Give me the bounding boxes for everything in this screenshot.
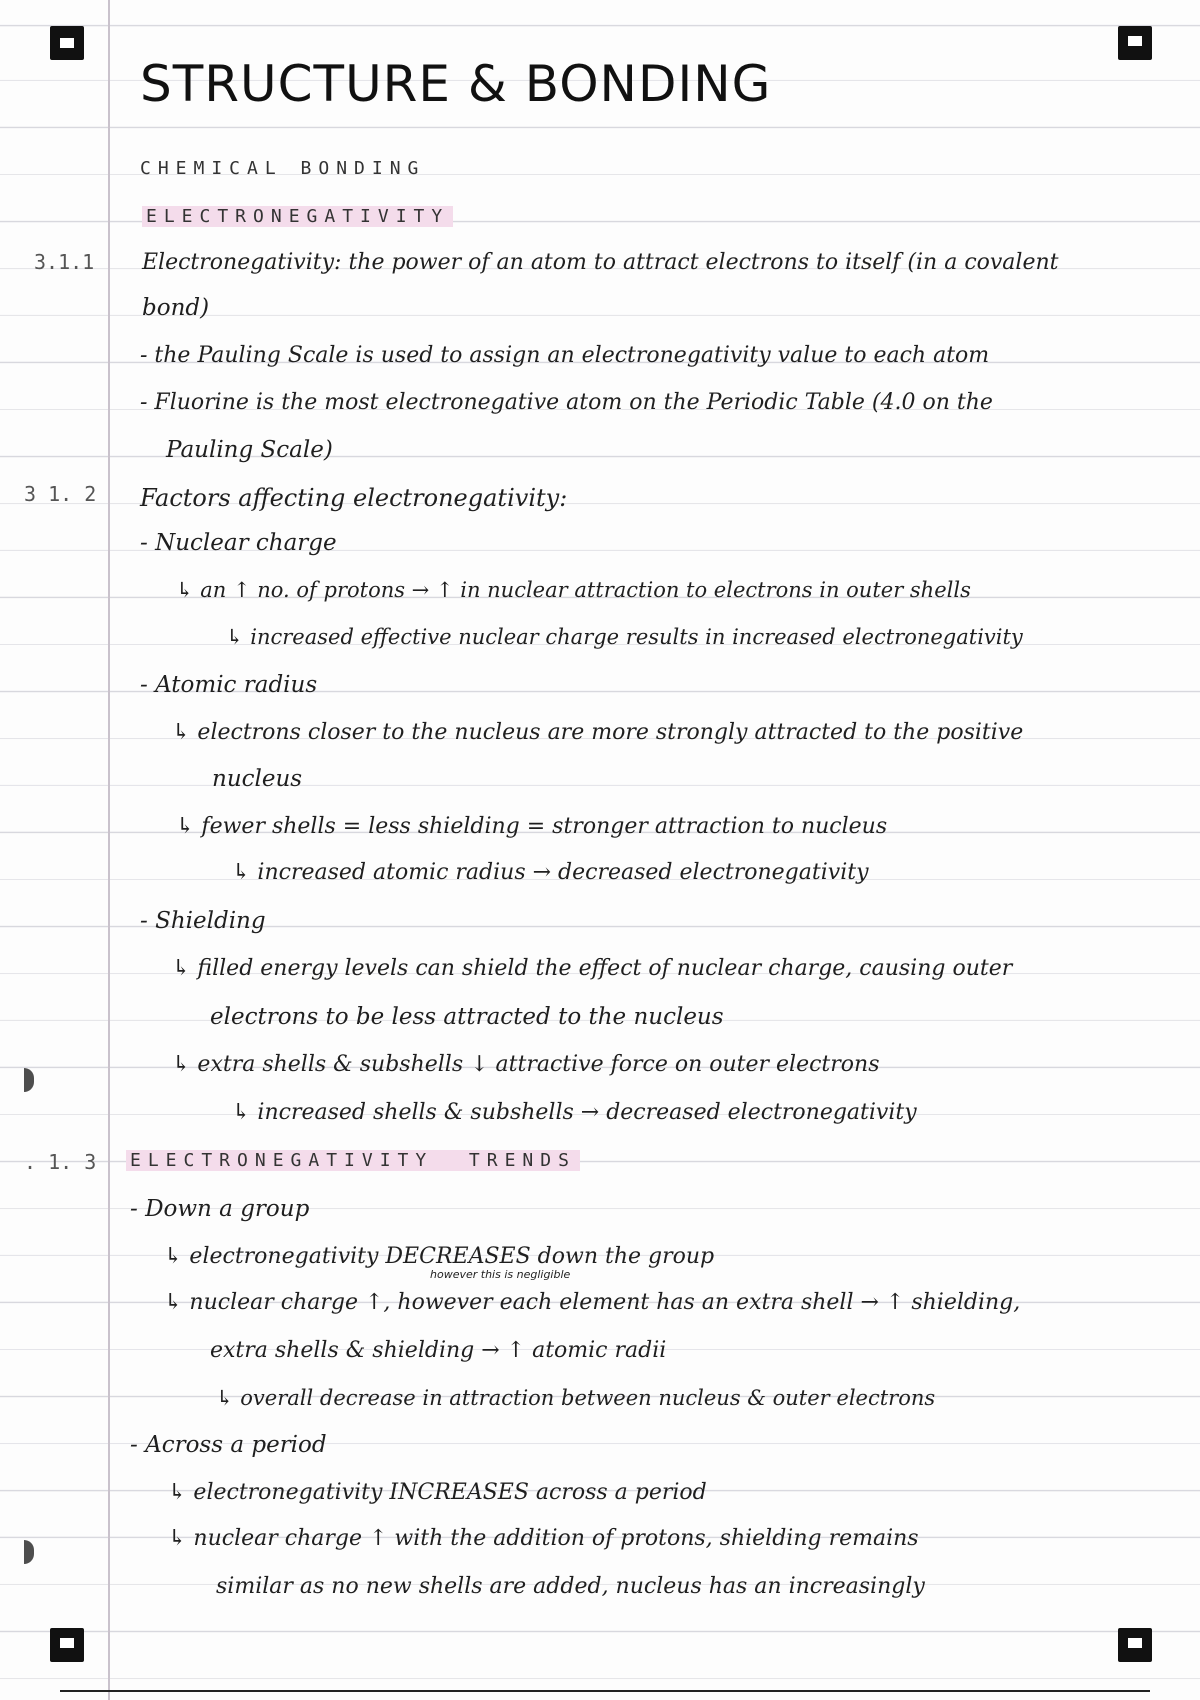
- section-heading-trends: ELECTRONEGATIVITY TRENDS: [126, 1150, 580, 1171]
- bullet-fluorine-cont: Pauling Scale): [166, 437, 333, 463]
- factors-heading: Factors affecting electronegativity:: [140, 484, 568, 512]
- corner-marker-top-left: [50, 26, 84, 60]
- binder-hole: [24, 1068, 34, 1092]
- factor-detail: nucleus: [212, 766, 303, 792]
- factor-detail: ↳ an ↑ no. of protons → ↑ in nuclear attraction to electrons in outer shells: [176, 578, 971, 602]
- factor-detail: electrons to be less attracted to the nucleus: [210, 1004, 724, 1030]
- binder-hole: [24, 1540, 34, 1564]
- trend-detail: ↳ nuclear charge ↑ with the addition of protons, shielding remains: [168, 1526, 919, 1551]
- definition-line: Electronegativity: the power of an atom to attract electrons to itself (in a covalent: [142, 250, 1059, 275]
- corner-marker-bottom-left: [50, 1628, 84, 1662]
- section-heading-electronegativity: ELECTRONEGATIVITY: [142, 206, 453, 227]
- subheading: CHEMICAL BONDING: [140, 158, 426, 179]
- page-title: STRUCTURE & BONDING: [140, 55, 772, 113]
- trend-detail: ↳ nuclear charge ↑, however each element has an extra shell → ↑ shielding,: [164, 1290, 1021, 1315]
- trend-detail: ↳ electronegativity DECREASES down the group: [164, 1244, 715, 1269]
- factor-detail: ↳ increased effective nuclear charge results in increased electronegativity: [226, 625, 1023, 649]
- corner-marker-bottom-right: [1118, 1628, 1152, 1662]
- bottom-rule: [60, 1690, 1150, 1692]
- trend-across-period: - Across a period: [130, 1432, 327, 1458]
- trend-detail: extra shells & shielding → ↑ atomic radii: [210, 1338, 667, 1363]
- corner-marker-top-right: [1118, 26, 1152, 60]
- factor-detail: ↳ increased shells & subshells → decreased electronegativity: [232, 1100, 917, 1125]
- factor-detail: ↳ extra shells & subshells ↓ attractive force on outer electrons: [172, 1052, 880, 1077]
- factor-nuclear-charge: - Nuclear charge: [140, 530, 337, 556]
- bullet-fluorine: - Fluorine is the most electronegative atom on the Periodic Table (4.0 on the: [140, 390, 993, 415]
- factor-detail: ↳ electrons closer to the nucleus are more strongly attracted to the positive: [172, 720, 1024, 745]
- section-number: 3 1. 2: [24, 482, 97, 506]
- factor-atomic-radius: - Atomic radius: [140, 672, 318, 698]
- trend-down-group: - Down a group: [130, 1196, 310, 1222]
- trend-detail: similar as no new shells are added, nucleus has an increasingly: [216, 1574, 925, 1599]
- trend-detail: ↳ electronegativity INCREASES across a period: [168, 1480, 707, 1505]
- section-number: . 1. 3: [24, 1150, 97, 1174]
- factor-detail: ↳ filled energy levels can shield the effect of nuclear charge, causing outer: [172, 956, 1013, 981]
- factor-detail: ↳ increased atomic radius → decreased electronegativity: [232, 860, 869, 885]
- section-number: 3.1.1: [34, 250, 95, 274]
- trend-annotation: however this is negligible: [430, 1268, 571, 1281]
- factor-detail: ↳ fewer shells = less shielding = stronger attraction to nucleus: [176, 814, 888, 839]
- definition-line: bond): [142, 295, 210, 321]
- bullet-pauling-scale: - the Pauling Scale is used to assign an electronegativity value to each atom: [140, 343, 990, 368]
- trend-detail: ↳ overall decrease in attraction between nucleus & outer electrons: [216, 1386, 936, 1410]
- factor-shielding: - Shielding: [140, 908, 266, 934]
